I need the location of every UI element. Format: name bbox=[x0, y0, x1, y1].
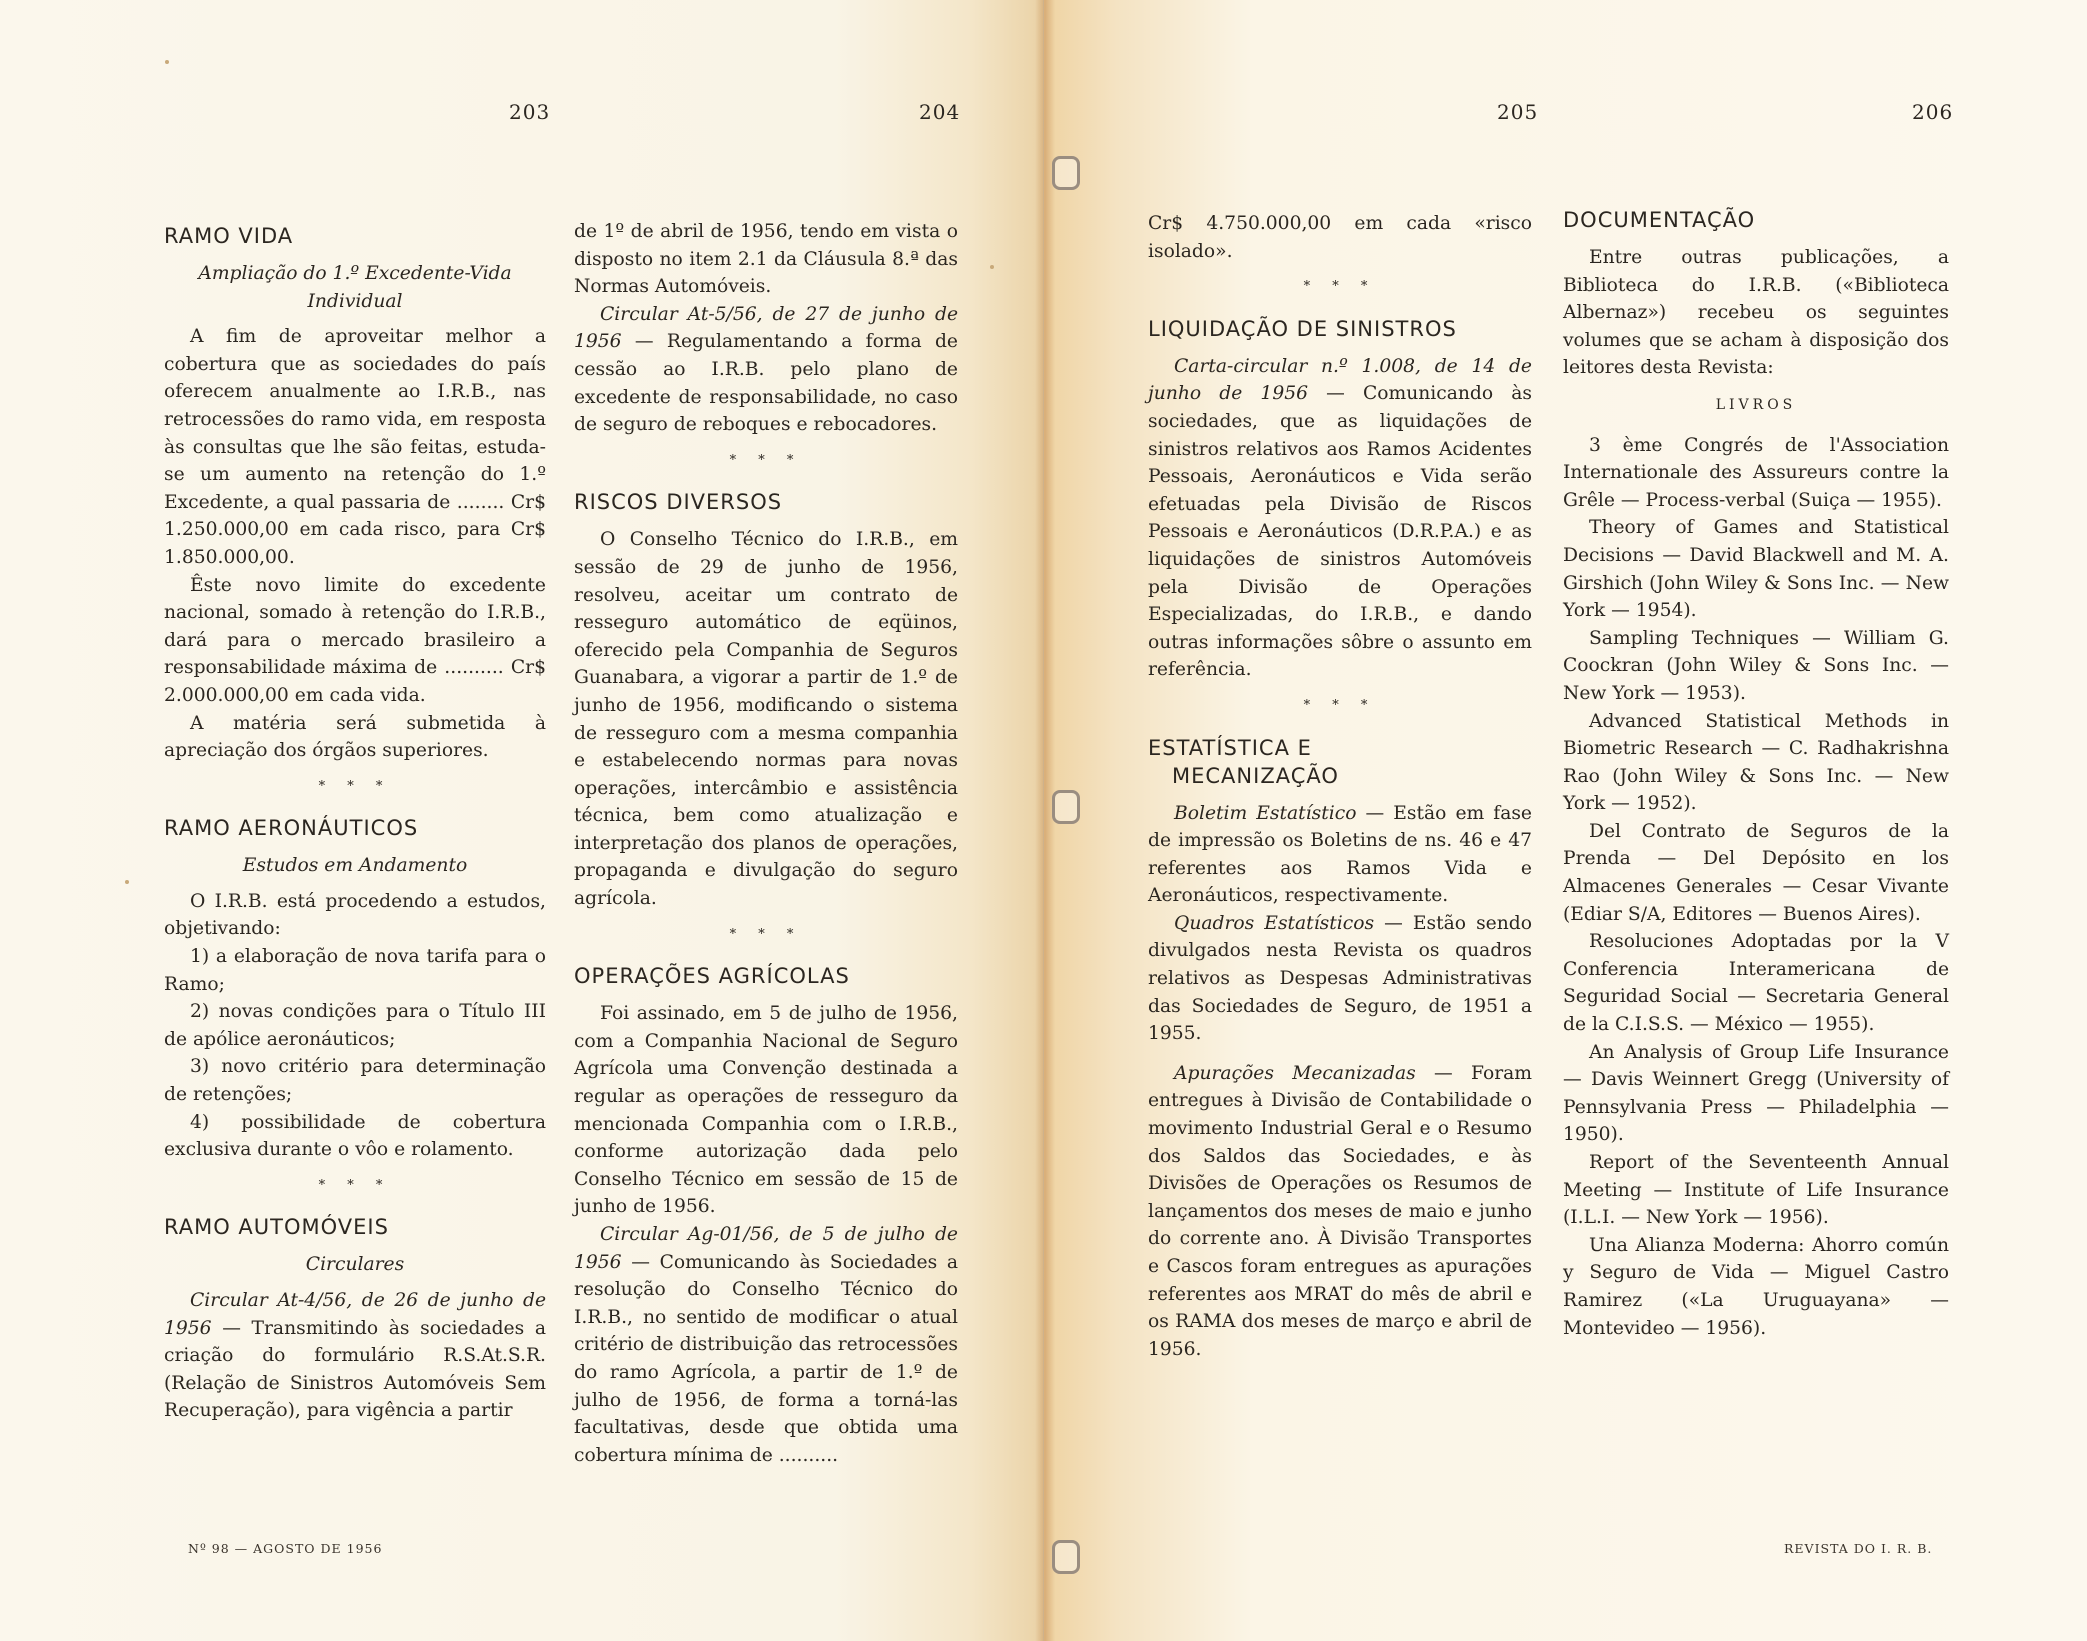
book-entry: Resoluciones Adoptadas por la V Conferencia Interamericana de Seguridad Social — Secretaria General de la C.I.S.S. — México — 1955). bbox=[1563, 931, 1949, 1036]
section-separator: * * * bbox=[729, 926, 803, 942]
subheading-livros: LIVROS bbox=[1715, 396, 1797, 413]
circular-reference: Carta-circular n.º 1.008, de 14 de junho de 1956 bbox=[1148, 355, 1532, 405]
circular-reference: Circular Ag-01/56, de 5 de julho de 1956 bbox=[574, 1224, 958, 1273]
section-heading-automoveis: RAMO AUTOMÓVEIS bbox=[164, 1215, 389, 1240]
section-heading-aeronauticos: RAMO AERONÁUTICOS bbox=[164, 816, 419, 841]
section-separator: * * * bbox=[1303, 279, 1377, 295]
paragraph bbox=[574, 1221, 958, 1469]
book-entry: Advanced Statistical Methods in Biometric Research — C. Radhakrishna Rao (John Wiley & Sons Inc. — New York — 1952). bbox=[1563, 710, 1949, 815]
circular-text: — Comunicando às Sociedades a resolução do Conselho Técnico do I.R.B., no sentido de modificar o atual critério de distribuição das retrocessões do ramo Agrícola, a partir de 1.º de julho de 1956, de forma a torná-las facultativas, desde que obtida uma cobertura mínima de .......... bbox=[574, 1251, 958, 1466]
item-reference: Apurações Mecanizadas bbox=[1174, 1062, 1416, 1084]
list-item: 3) novo critério para determinação de retenções; bbox=[164, 1056, 546, 1106]
item-reference: Quadros Estatísticos bbox=[1174, 912, 1375, 934]
section-heading-documentacao: DOCUMENTAÇÃO bbox=[1563, 208, 1756, 232]
list-item: 4) possibilidade de cobertura exclusiva durante o vôo e rolamento. bbox=[164, 1111, 546, 1161]
column-4 bbox=[1563, 206, 1949, 1342]
circular-reference: Circular At-5/56, de 27 de junho de 1956 bbox=[574, 303, 958, 353]
list-item: 1) a elaboração de nova tarifa para o Ramo; bbox=[164, 946, 546, 995]
item-text: — Estão em fase de impressão os Boletins de ns. 46 e 47 referentes aos Ramos Vida e Aeronáuticos, respectivamente. bbox=[1148, 802, 1532, 907]
circular-text: — Transmitindo às sociedades a criação do formulário R.S.At.S.R. (Relação de Sinistros Automóveis Sem Recuperação), para vigência a partir bbox=[164, 1317, 546, 1422]
paragraph: O I.R.B. está procedendo a estudos, objetivando: bbox=[164, 890, 546, 940]
subheading-circulares: Circulares bbox=[305, 1254, 405, 1276]
paragraph: A matéria será submetida à apreciação dos órgãos superiores. bbox=[164, 712, 546, 762]
page-number-204: 204 bbox=[919, 100, 961, 124]
paragraph: Entre outras publicações, a Biblioteca do I.R.B. («Biblioteca Albernaz») recebeu os seguintes volumes que se acham à disposição dos leitores desta Revista: bbox=[1563, 247, 1949, 379]
binding-gutter bbox=[1035, 0, 1055, 1641]
binding-staple-icon bbox=[1052, 156, 1080, 190]
circular-text: — Comunicando às sociedades, que as liquidações de sinistros relativos aos Ramos Acidentes Pessoais, Aeronáuticos e Vida serão efetuadas pela Divisão de Riscos Pessoais e Aeronáuticos (D.R.P.A.) e as liquidações de sinistros Automóveis pela Divisão de Operações Especializadas, do I.R.B., e dando outras informações sôbre o assunto em referência. bbox=[1148, 383, 1532, 681]
page-number-206: 206 bbox=[1912, 100, 1954, 124]
section-heading-mecanizacao: MECANIZAÇÃO bbox=[1172, 763, 1339, 788]
item-text: — Estão sendo divulgados nesta Revista os quadros relativos as Despesas Administrativas das Sociedades de Seguro, de 1951 a 1955. bbox=[1148, 912, 1532, 1045]
section-separator: * * * bbox=[1303, 697, 1377, 713]
binding-staple-icon bbox=[1052, 1540, 1080, 1574]
paragraph: Foi assinado, em 5 de julho de 1956, com a Companhia Nacional de Seguro Agrícola uma Convenção destinada a regular as operações de resseguro da mencionada Companhia com o I.R.B., conforme autorização dada pelo Conselho Técnico em sessão de 15 de junho de 1956. bbox=[574, 1003, 958, 1218]
paragraph bbox=[1148, 1060, 1532, 1364]
subheading-estudos: Estudos em Andamento bbox=[242, 855, 468, 877]
paragraph bbox=[1148, 910, 1532, 1048]
section-separator: * * * bbox=[729, 452, 803, 468]
book-entry: Sampling Techniques — William G. Coockran (John Wiley & Sons Inc. — New York — 1953). bbox=[1563, 627, 1949, 704]
section-heading-estatistica: ESTATÍSTICA E bbox=[1148, 735, 1312, 760]
book-entry: Theory of Games and Statistical Decisions — David Blackwell and M. A. Girshich (John Wiley & Sons Inc. — New York — 1954). bbox=[1563, 517, 1949, 622]
book-entry: Report of the Seventeenth Annual Meeting — Institute of Life Insurance (I.L.I. — New York — 1956). bbox=[1563, 1152, 1949, 1229]
section-heading-operacoes-agricolas: OPERAÇÕES AGRÍCOLAS bbox=[574, 964, 850, 989]
binding-staple-icon bbox=[1052, 790, 1080, 824]
paragraph: O Conselho Técnico do I.R.B., em sessão de 29 de junho de 1956, resolveu, aceitar um contrato de resseguro automático de eqüinos, oferecido pela Companhia de Seguros Guanabara, a vigorar a partir de 1.º de junho de 1956, modificando o sistema de resseguro com a mesma companhia e estabelecendo normas para novas operações, intercâmbio e assistência técnica, bem como atualização e interpretação dos planos de operações, propaganda e divulgação do seguro agrícola. bbox=[574, 529, 958, 910]
column-2 bbox=[574, 218, 958, 1469]
paper-speck bbox=[990, 265, 994, 269]
paragraph bbox=[164, 1287, 546, 1425]
circular-text: — Regulamentando a forma de cessão ao I.R.B. pelo plano de excedente de responsabilidade, no caso de seguro de reboques e rebocadores. bbox=[574, 331, 958, 436]
paragraph: A fim de aproveitar melhor a cobertura que as sociedades do país oferecem anualmente ao I.R.B., nas retrocessões do ramo vida, em resposta às consultas que lhe são feitas, estuda-se um aumento na retenção do 1.º Excedente, a qual passaria de ........ Cr$ 1.250.000,00 em cada risco, para Cr$ 1.850.000,00. bbox=[164, 326, 546, 568]
book-entry: Del Contrato de Seguros de la Prenda — Del Depósito en los Almacenes Generales — Cesar Vivante (Ediar S/A, Editores — Buenos Aires). bbox=[1563, 820, 1949, 925]
section-separator: * * * bbox=[318, 1177, 392, 1193]
footer-journal: REVISTA DO I. R. B. bbox=[1784, 1541, 1933, 1556]
list-item: 2) novas condições para o Título III de apólice aeronáuticos; bbox=[164, 1001, 546, 1050]
paragraph: Êste novo limite do excedente nacional, somado à retenção do I.R.B., dará para o mercado brasileiro a responsabilidade máxima de .......... Cr$ 2.000.000,00 em cada vida. bbox=[164, 574, 546, 706]
item-text: — Foram entregues à Divisão de Contabilidade o movimento Industrial Geral e o Resumo dos Saldos das Sociedades, e às Divisões de Operações os Resumos de lançamentos dos meses de maio e junho do corrente ano. À Divisão Transportes e Cascos foram entregues as apurações referentes aos MRAT do mês de abril e os RAMA dos meses de março e abril de 1956. bbox=[1148, 1062, 1532, 1360]
footer-issue: Nº 98 — AGOSTO DE 1956 bbox=[188, 1541, 383, 1556]
column-1 bbox=[164, 222, 546, 1425]
item-reference: Boletim Estatístico bbox=[1174, 802, 1357, 824]
book-entry: An Analysis of Group Life Insurance — Davis Weinnert Gregg (University of Pennsylvania Press — Philadelphia — 1950). bbox=[1563, 1041, 1949, 1146]
section-heading-riscos-diversos: RISCOS DIVERSOS bbox=[574, 490, 783, 515]
paragraph bbox=[574, 301, 958, 439]
subheading-ampliacao: Ampliação do 1.º Excedente-Vida Individual bbox=[198, 263, 512, 312]
paper-speck bbox=[165, 60, 169, 64]
paragraph bbox=[1148, 800, 1532, 910]
circular-reference: Circular At-4/56, de 26 de junho de 1956 bbox=[164, 1290, 546, 1339]
page-number-203: 203 bbox=[509, 100, 551, 124]
paragraph bbox=[1148, 353, 1532, 684]
book-entry: Una Alianza Moderna: Ahorro común y Seguro de Vida — Miguel Castro Ramirez («La Uruguayana» — Montevideo — 1956). bbox=[1563, 1234, 1949, 1339]
paragraph: de 1º de abril de 1956, tendo em vista o disposto no item 2.1 da Cláusula 8.ª das Normas Automóveis. bbox=[574, 221, 958, 298]
paragraph: Cr$ 4.750.000,00 em cada «risco isolado». bbox=[1148, 213, 1532, 262]
section-separator: * * * bbox=[318, 778, 392, 794]
paper-speck bbox=[125, 880, 129, 884]
section-heading-liquidacao: LIQUIDAÇÃO DE SINISTROS bbox=[1148, 316, 1457, 341]
column-3 bbox=[1148, 210, 1532, 1363]
section-heading-ramo-vida: RAMO VIDA bbox=[164, 224, 294, 248]
page-number-205: 205 bbox=[1497, 100, 1539, 124]
book-entry: 3 ème Congrés de l'Association Internationale des Assureurs contre la Grêle — Process-verbal (Suiça — 1955). bbox=[1563, 434, 1949, 511]
